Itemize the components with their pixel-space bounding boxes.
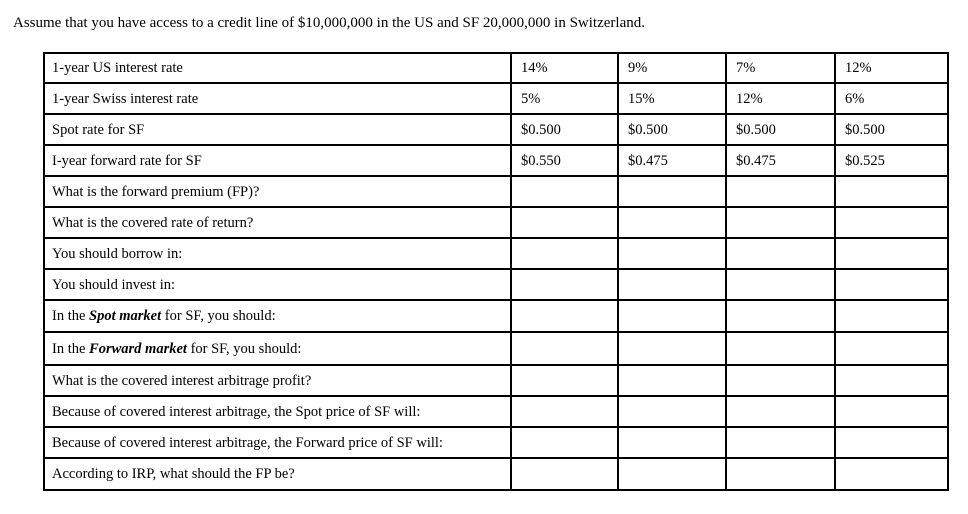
value-cell xyxy=(618,365,726,396)
value-cell xyxy=(835,269,948,300)
value-cell xyxy=(511,365,618,396)
value-cell xyxy=(835,365,948,396)
value-cell: 14% xyxy=(511,53,618,83)
value-cell xyxy=(835,427,948,458)
value-cell: $0.500 xyxy=(835,114,948,145)
table-row xyxy=(44,300,948,332)
value-cell: $0.500 xyxy=(618,114,726,145)
value-cell xyxy=(511,238,618,269)
row-label: 1-year Swiss interest rate xyxy=(44,83,511,114)
label-fragment: In the xyxy=(52,340,90,357)
row-label: You should borrow in: xyxy=(44,238,511,269)
table-row xyxy=(44,365,948,396)
row-label: What is the covered rate of return? xyxy=(44,207,511,238)
value-cell xyxy=(511,269,618,300)
emphasized-term: Forward market xyxy=(89,340,187,357)
intro-text: Assume that you have access to a credit line of $10,000,000 in the US and SF 20,000,000 in Switzerland. xyxy=(13,15,645,31)
table-row xyxy=(44,458,948,490)
value-cell xyxy=(511,427,618,458)
value-cell: 7% xyxy=(726,53,835,83)
value-cell xyxy=(726,238,835,269)
value-cell xyxy=(618,332,726,365)
row-label: Because of covered interest arbitrage, the Forward price of SF will: xyxy=(44,427,511,458)
value-cell xyxy=(835,396,948,427)
row-label: I-year forward rate for SF xyxy=(44,145,511,176)
emphasized-term: Spot market xyxy=(89,308,162,324)
value-cell: $0.475 xyxy=(726,145,835,176)
value-cell xyxy=(511,176,618,207)
label-fragment: for SF, you should: xyxy=(161,308,276,324)
table-row xyxy=(44,145,948,176)
value-cell: $0.550 xyxy=(511,145,618,176)
row-label: You should invest in: xyxy=(44,269,511,300)
value-cell xyxy=(835,238,948,269)
row-label: According to IRP, what should the FP be? xyxy=(44,458,511,490)
table-row xyxy=(44,114,948,145)
table-row xyxy=(44,269,948,300)
table-row xyxy=(44,207,948,238)
value-cell: 12% xyxy=(835,53,948,83)
value-cell xyxy=(726,332,835,365)
value-cell: $0.475 xyxy=(618,145,726,176)
row-label xyxy=(44,332,511,365)
value-cell xyxy=(618,458,726,490)
value-cell xyxy=(726,427,835,458)
row-label xyxy=(44,300,511,332)
value-cell xyxy=(618,238,726,269)
value-cell xyxy=(618,269,726,300)
value-cell xyxy=(835,207,948,238)
value-cell xyxy=(835,176,948,207)
value-cell: 9% xyxy=(618,53,726,83)
value-cell xyxy=(511,300,618,332)
value-cell xyxy=(726,269,835,300)
value-cell: $0.525 xyxy=(835,145,948,176)
table-row xyxy=(44,53,948,83)
row-label: 1-year US interest rate xyxy=(44,53,511,83)
table-row xyxy=(44,83,948,114)
value-cell xyxy=(511,207,618,238)
value-cell xyxy=(726,458,835,490)
value-cell xyxy=(835,458,948,490)
row-label: Because of covered interest arbitrage, the Spot price of SF will: xyxy=(44,396,511,427)
value-cell: 15% xyxy=(618,83,726,114)
value-cell xyxy=(726,396,835,427)
table-row xyxy=(44,176,948,207)
value-cell xyxy=(511,396,618,427)
value-cell xyxy=(618,207,726,238)
value-cell xyxy=(835,332,948,365)
value-cell xyxy=(835,300,948,332)
value-cell: 6% xyxy=(835,83,948,114)
value-cell xyxy=(726,176,835,207)
value-cell: $0.500 xyxy=(726,114,835,145)
value-cell xyxy=(726,300,835,332)
value-cell: $0.500 xyxy=(511,114,618,145)
arbitrage-table xyxy=(43,52,949,491)
table-row xyxy=(44,396,948,427)
value-cell xyxy=(511,332,618,365)
value-cell xyxy=(726,207,835,238)
value-cell xyxy=(511,458,618,490)
table-row xyxy=(44,427,948,458)
value-cell xyxy=(618,176,726,207)
table-row xyxy=(44,332,948,365)
row-label: What is the covered interest arbitrage profit? xyxy=(44,365,511,396)
table-row xyxy=(44,238,948,269)
label-fragment: In the xyxy=(52,308,90,324)
value-cell xyxy=(618,300,726,332)
value-cell: 12% xyxy=(726,83,835,114)
value-cell: 5% xyxy=(511,83,618,114)
label-fragment: for SF, you should: xyxy=(186,340,302,357)
value-cell xyxy=(726,365,835,396)
row-label: Spot rate for SF xyxy=(44,114,511,145)
row-label: What is the forward premium (FP)? xyxy=(44,176,511,207)
value-cell xyxy=(618,396,726,427)
value-cell xyxy=(618,427,726,458)
